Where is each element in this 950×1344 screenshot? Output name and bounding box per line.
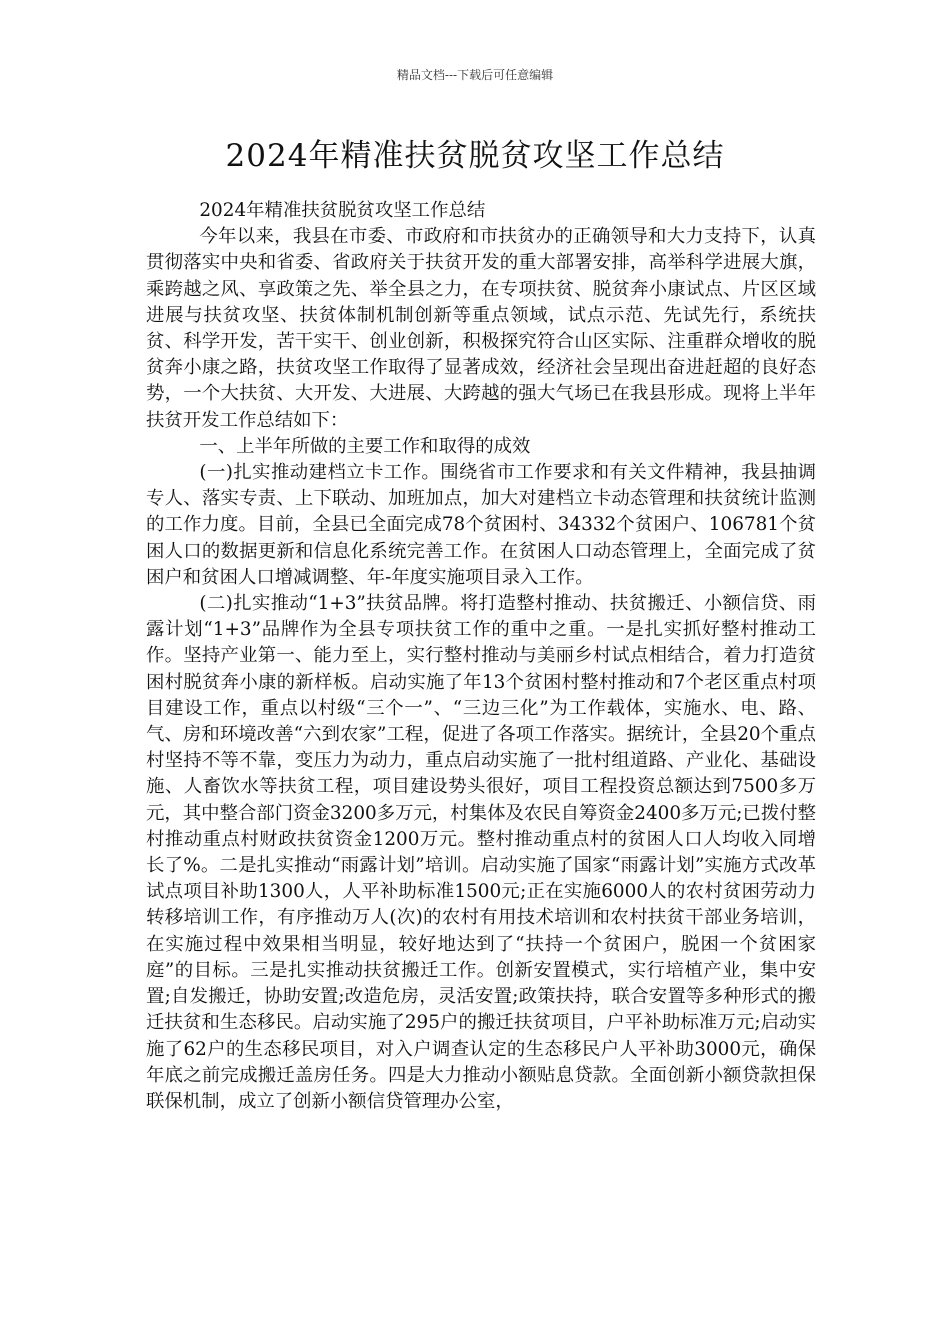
paragraph-item-2: (二)扎实推动“1+3”扶贫品牌。将打造整村推动、扶贫搬迁、小额信贷、雨露计划“1+3”品牌作为全县专项扶贫工作的重中之重。一是扎实抓好整村推动工作。坚持产业第一、能力至上，实行整村推动与美丽乡村试点相结合，着力打造贫困村脱贫奔小康的新样板。启动实施了年13个贫困村整村推动和7个老区重点村项目建设工作，重点以村级“三个一”、“三边三化”为工作载体，实施水、电、路、气、房和环境改善“六到农家”工程，促进了各项工作落实。据统计，全县20个重点村坚持不等不靠，变压力为动力，重点启动实施了一批村组道路、产业化、基础设施、人畜饮水等扶贫工程，项目建设势头很好，项目工程投资总额达到7500多万元，其中整合部门资金3200多万元，村集体及农民自筹资金2400多万元;已拨付整村推动重点村财政扶贫资金1200万元。整村推动重点村的贫困人口人均收入同增长了%。二是扎实推动“雨露计划”培训。启动实施了国家“雨露计划”实施方式改革试点项目补助1300人，人平补助标准1500元;正在实施6000人的农村贫困劳动力转移培训工作，有序推动万人(次)的农村有用技术培训和农村扶贫干部业务培训，在实施过程中效果相当明显，较好地达到了“扶持一个贫困户，脱困一个贫困家庭”的目标。三是扎实推动扶贫搬迁工作。创新安置模式，实行培植产业，集中安置;自发搬迁，协助安置;改造危房，灵活安置;政策扶持，联合安置等多种形式的搬迁扶贫和生态移民。启动实施了295户的搬迁扶贫项目，户平补助标准万元;启动实施了62户的生态移民项目，对入户调查认定的生态移民户人平补助3000元，确保年底之前完成搬迁盖房任务。四是大力推动小额贴息贷款。全面创新小额贷款担保联保机制，成立了创新小额信贷管理办公室， (146, 593, 816, 1112)
document-body (146, 198, 816, 1115)
document-title: 2024年精准扶贫脱贫攻坚工作总结 (225, 138, 725, 174)
paragraph-intro: 今年以来，我县在市委、市政府和市扶贫办的正确领导和大力支持下，认真贯彻落实中央和省委、省政府关于扶贫开发的重大部署安排，高举科学进展大旗，乘跨越之风、享政策之先、举全县之力，在专项扶贫、脱贫奔小康试点、片区区域进展与扶贫攻坚、扶贫体制机制创新等重点领域，试点示范、先试先行，系统扶贫、科学开发，苦干实干、创业创新，积极探究符合山区实际、注重群众增收的脱贫奔小康之路，扶贫攻坚工作取得了显著成效，经济社会呈现出奋进赶超的良好态势，一个大扶贫、大开发、大进展、大跨越的强大气场已在我县形成。现将上半年扶贫开发工作总结如下： (146, 226, 816, 431)
section-heading: 一、上半年所做的主要工作和取得的成效 (199, 435, 531, 457)
paragraph-subtitle: 2024年精准扶贫脱贫攻坚工作总结 (199, 200, 486, 221)
paragraph-item-1: (一)扎实推动建档立卡工作。围绕省市工作要求和有关文件精神，我县抽调专人、落实专责、上下联动、加班加点，加大对建档立卡动态管理和扶贫统计监测的工作力度。目前，全县已全面完成78个贫困村、34332个贫困户、106781个贫困人口的数据更新和信息化系统完善工作。在贫困人口动态管理上，全面完成了贫困户和贫困人口增减调整、年-年度实施项目录入工作。 (146, 462, 816, 588)
header-note: 精品文档---下载后可任意编辑 (396, 68, 554, 82)
